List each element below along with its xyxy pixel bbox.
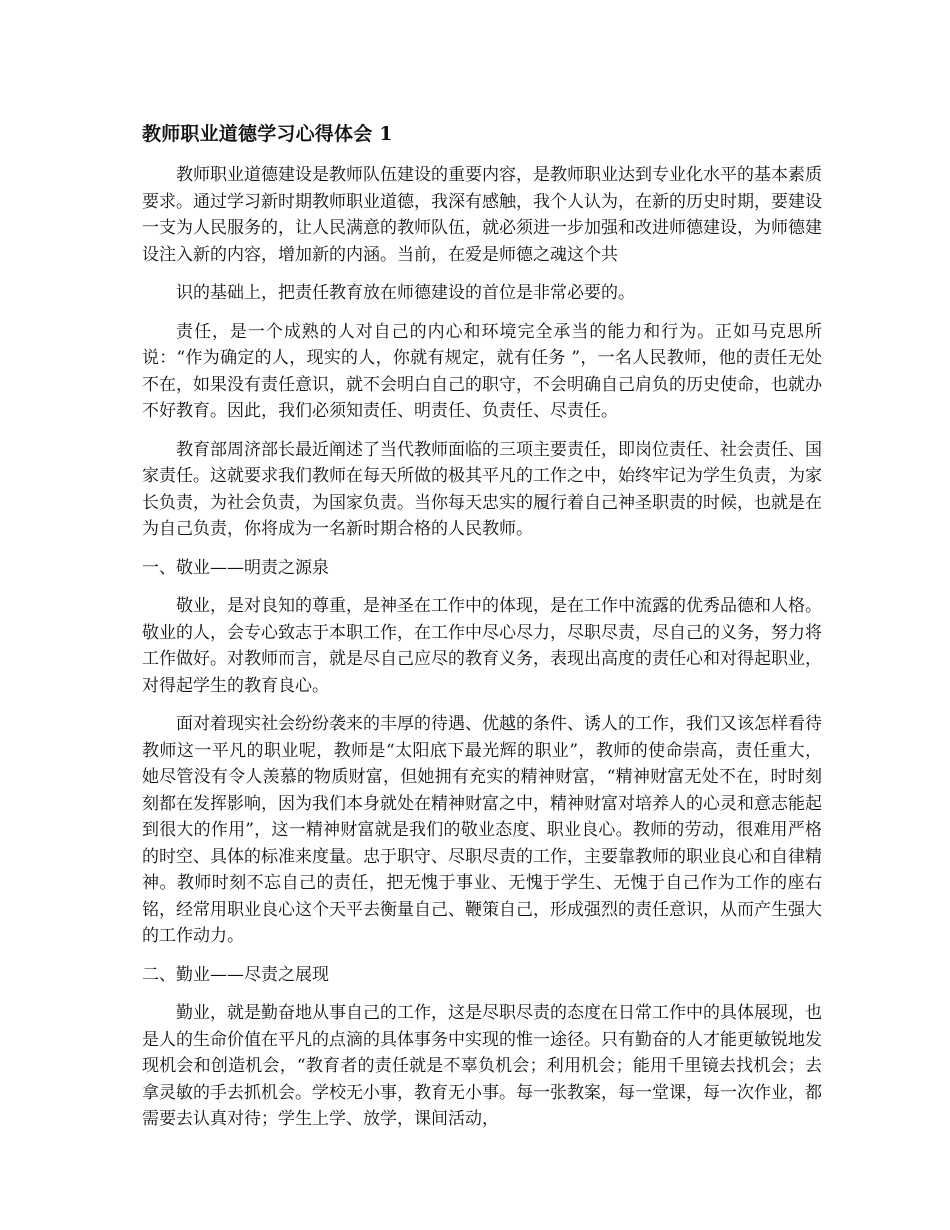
paragraph: 勤业，就是勤奋地从事自己的工作，这是尽职尽责的态度在日常工作中的具体展现，也是人的生命价值在平凡的点滴的具体事务中实现的惟一途径。只有勤奋的人才能更敏锐地发现机会和创造机会，“教育者的责任就是不辜负机会；利用机会；能用千里镜去找机会；去拿灵敏的手去抓机会。学校无小事，教育无小事。每一张教案，每一堂课，每一次作业，都需要去认真对待；学生上学、放学，课间活动， — [142, 1003, 822, 1129]
document-body — [142, 162, 822, 1133]
section-heading: 二、勤业——尽责之展现 — [142, 964, 329, 985]
section-heading: 一、敬业——明责之源泉 — [142, 557, 329, 578]
document-title: 教师职业道德学习心得体会 1 — [142, 123, 393, 145]
paragraph: 识的基础上，把责任教育放在师德建设的首位是非常必要的。 — [176, 283, 635, 303]
paragraph: 面对着现实社会纷纷袭来的丰厚的待遇、优越的条件、诱人的工作，我们又该怎样看待教师这一平凡的职业呢，教师是“太阳底下最光辉的职业”，教师的使命崇高，责任重大，她尽管没有令人羡慕的物质财富，但她拥有充实的精神财富，“精神财富无处不在，时时刻刻都在发挥影响，因为我们本身就处在精神财富之中，精神财富对培养人的心灵和意志能起到很大的作用”，这一精神财富就是我们的敬业态度、职业良心。教师的劳动，很难用严格的时空、具体的标准来度量。忠于职守、尽职尽责的工作，主要靠教师的职业良心和自律精神。教师时刻不忘自己的责任，把无愧于事业、无愧于学生、无愧于自己作为工作的座右铭，经常用职业良心这个天平去衡量自己、鞭策自己，形成强烈的责任意识，从而产生强大的工作动力。 — [142, 714, 822, 946]
paragraph: 敬业，是对良知的尊重，是神圣在工作中的体现，是在工作中流露的优秀品德和人格。敬业的人，会专心致志于本职工作，在工作中尽心尽力，尽职尽责，尽自己的义务，努力将工作做好。对教师而言，就是尽自己应尽的教育义务，表现出高度的责任心和对得起职业，对得起学生的教育良心。 — [142, 596, 822, 696]
document-content — [142, 120, 822, 1145]
paragraph: 责任，是一个成熟的人对自己的内心和环境完全承当的能力和行为。正如马克思所说：“作为确定的人，现实的人，你就有规定，就有任务 ”，一名人民教师，他的责任无处不在，如果没有责任意识，就不会明白自己的职守，不会明确自己肩负的历史使命，也就办不好教育。因此，我们必须知责任、明责任、负责任、尽责任。 — [142, 321, 822, 421]
paragraph: 教育部周济部长最近阐述了当代教师面临的三项主要责任，即岗位责任、社会责任、国家责任。这就要求我们教师在每天所做的极其平凡的工作之中，始终牢记为学生负责，为家长负责，为社会负责，为国家负责。当你每天忠实的履行着自己神圣职责的时候，也就是在为自己负责，你将成为一名新时期合格的人民教师。 — [142, 439, 822, 539]
paragraph: 教师职业道德建设是教师队伍建设的重要内容，是教师职业达到专业化水平的基本素质要求。通过学习新时期教师职业道德，我深有感触，我个人认为，在新的历史时期，要建设一支为人民服务的，让人民满意的教师队伍，就必须进一步加强和改进师德建设，为师德建设注入新的内容，增加新的内涵。当前，在爱是师德之魂这个共 — [142, 165, 822, 265]
